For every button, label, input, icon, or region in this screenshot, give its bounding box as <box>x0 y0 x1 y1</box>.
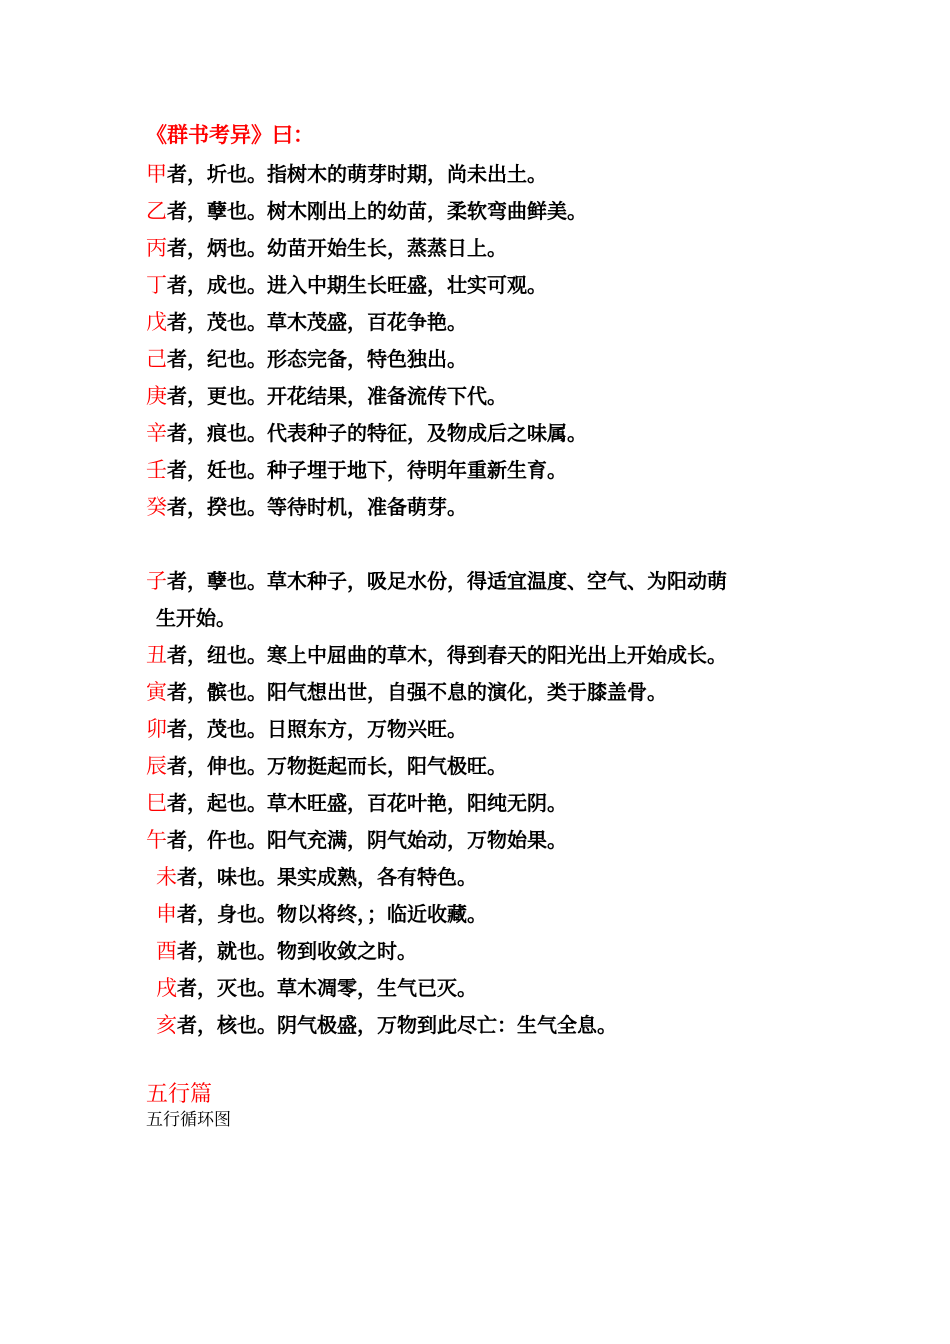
stem-text: 者，纪也。形态完备，特色独出。 <box>167 347 467 371</box>
branch-char: 子 <box>146 569 167 593</box>
dizhi-line <box>146 933 826 970</box>
stem-char: 丁 <box>146 273 167 297</box>
tiangan-line <box>146 230 826 267</box>
stem-char: 壬 <box>146 458 167 482</box>
dizhi-line <box>146 822 826 859</box>
tiangan-line <box>146 156 826 193</box>
dizhi-line <box>146 711 826 748</box>
dizhi-line <box>146 563 826 600</box>
tiangan-line <box>146 267 826 304</box>
stem-char: 丙 <box>146 236 167 260</box>
branch-text: 者，仵也。阳气充满，阴气始动，万物始果。 <box>167 828 567 852</box>
tiangan-list <box>146 156 826 526</box>
stem-text: 者，茂也。草木茂盛，百花争艳。 <box>167 310 467 334</box>
branch-text: 者，孽也。草木种子，吸足水份，得适宜温度、空气、为阳动萌 <box>167 569 727 593</box>
stem-text: 者，妊也。种子埋于地下，待明年重新生育。 <box>167 458 567 482</box>
branch-text: 者，身也。物以将终，；临近收藏。 <box>177 902 487 926</box>
tiangan-line <box>146 489 826 526</box>
tiangan-line <box>146 452 826 489</box>
dizhi-line <box>146 637 826 674</box>
stem-char: 辛 <box>146 421 167 445</box>
branch-char: 卯 <box>146 717 167 741</box>
stem-char: 戊 <box>146 310 167 334</box>
branch-text: 者，纽也。寒上中屈曲的草木，得到春天的阳光出上开始成长。 <box>167 643 727 667</box>
tiangan-line <box>146 341 826 378</box>
stem-text: 者，孽也。树木刚出上的幼苗，柔软弯曲鲜美。 <box>167 199 587 223</box>
stem-text: 者，揆也。等待时机，准备萌芽。 <box>167 495 467 519</box>
section-title: 五行篇 <box>146 1082 213 1107</box>
dizhi-line <box>146 859 826 896</box>
branch-char: 申 <box>156 902 177 926</box>
stem-text: 者，炳也。幼苗开始生长，蒸蒸日上。 <box>167 236 507 260</box>
branch-char: 辰 <box>146 754 167 778</box>
branch-char: 未 <box>156 865 177 889</box>
dizhi-list <box>146 563 826 1044</box>
branch-char: 亥 <box>156 1013 177 1037</box>
dizhi-line <box>146 896 826 933</box>
stem-char: 乙 <box>146 199 167 223</box>
branch-text: 生开始。 <box>156 606 236 630</box>
dizhi-line <box>146 970 826 1007</box>
stem-char: 甲 <box>146 162 167 186</box>
branch-char: 戌 <box>156 976 177 1000</box>
dizhi-line <box>146 785 826 822</box>
entries-container <box>146 156 826 1044</box>
stem-text: 者，更也。开花结果，准备流传下代。 <box>167 384 507 408</box>
branch-text: 者，茂也。日照东方，万物兴旺。 <box>167 717 467 741</box>
tiangan-line <box>146 304 826 341</box>
branch-text: 者，髌也。阳气想出世，自强不息的演化，类于膝盖骨。 <box>167 680 667 704</box>
heading-quote-source: 《群书考异》曰： <box>146 122 314 147</box>
dizhi-line-continuation <box>146 600 826 637</box>
section-subtitle: 五行循环图 <box>146 1110 231 1130</box>
stem-text: 者，圻也。指树木的萌芽时期，尚未出土。 <box>167 162 547 186</box>
stem-char: 己 <box>146 347 167 371</box>
branch-char: 午 <box>146 828 167 852</box>
tiangan-line <box>146 415 826 452</box>
dizhi-line <box>146 1007 826 1044</box>
stem-char: 庚 <box>146 384 167 408</box>
branch-char: 丑 <box>146 643 167 667</box>
stem-char: 癸 <box>146 495 167 519</box>
tiangan-line <box>146 193 826 230</box>
dizhi-line <box>146 748 826 785</box>
dizhi-line <box>146 674 826 711</box>
blank-line <box>146 526 826 563</box>
branch-text: 者，伸也。万物挺起而长，阳气极旺。 <box>167 754 507 778</box>
stem-text: 者，痕也。代表种子的特征，及物成后之味属。 <box>167 421 587 445</box>
branch-text: 者，灭也。草木凋零，生气已灭。 <box>177 976 477 1000</box>
branch-text: 者，就也。物到收敛之时。 <box>177 939 417 963</box>
branch-char: 寅 <box>146 680 167 704</box>
branch-text: 者，味也。果实成熟，各有特色。 <box>177 865 477 889</box>
branch-text: 者，核也。阴气极盛，万物到此尽亡：生气全息。 <box>177 1013 617 1037</box>
branch-char: 巳 <box>146 791 167 815</box>
stem-text: 者，成也。进入中期生长旺盛，壮实可观。 <box>167 273 547 297</box>
tiangan-line <box>146 378 826 415</box>
branch-text: 者，起也。草木旺盛，百花叶艳，阳纯无阴。 <box>167 791 567 815</box>
branch-char: 酉 <box>156 939 177 963</box>
